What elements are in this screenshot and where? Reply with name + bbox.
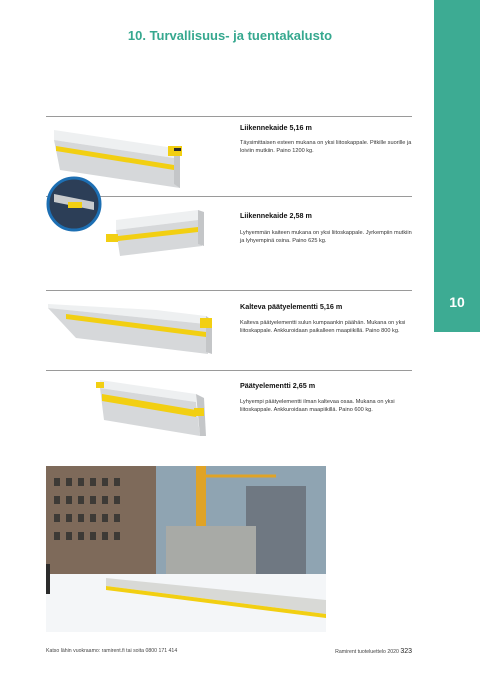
- product-description: Lyhyemmän kaiteen mukana on yksi liitoskappale. Jyrkempiin mutkiin ja lyhyempinä osina. Paino 625 kg.: [240, 230, 412, 244]
- footer-contact: Katso lähin vuokraamo: ramirent.fi tai soita 0800 171 414: [46, 648, 178, 654]
- product-description: Lyhyempi päätyelementti ilman kaltevaa osaa. Mukana on yksi liitoskappale. Ankkuroidaan maapiikillä. Paino 600 kg.: [240, 399, 395, 413]
- product-image-sloped-end-element: [46, 292, 222, 360]
- divider-3: [46, 290, 412, 291]
- product-name: Kalteva päätyelementti 5,16 m: [240, 302, 343, 311]
- footer-catalog-title: Ramirent tuoteluettelo 2020: [335, 649, 399, 655]
- divider-4: [46, 370, 412, 371]
- page-number: 323: [400, 648, 412, 655]
- divider-1: [46, 116, 412, 117]
- product-image-end-element: [46, 374, 222, 440]
- section-number: 10: [449, 294, 465, 310]
- product-name: Liikennekaide 5,16 m: [240, 123, 312, 132]
- page-title: 10. Turvallisuus- ja tuentakalusto: [127, 28, 333, 43]
- section-tab-band: [434, 0, 480, 332]
- product-description: Täysimittaisen esteen mukana on yksi liitoskappale. Pitkille suorille ja loiviin mutkiin. Paino 1200 kg.: [240, 140, 412, 154]
- section-side-tab: [434, 0, 480, 679]
- footer-catalog: [335, 648, 412, 655]
- product-image-traffic-barrier-2-58: [46, 172, 222, 260]
- product-description: Kalteva päätyelementti sulun kumpaankin päähän. Mukana on yksi liitoskappale. Ankkuroidaan paikalleen maapiikillä. Paino 800 kg.: [240, 320, 406, 334]
- construction-site-photo: [46, 466, 326, 632]
- product-name: Liikennekaide 2,58 m: [240, 211, 312, 220]
- product-name: Päätyelementti 2,65 m: [240, 381, 316, 390]
